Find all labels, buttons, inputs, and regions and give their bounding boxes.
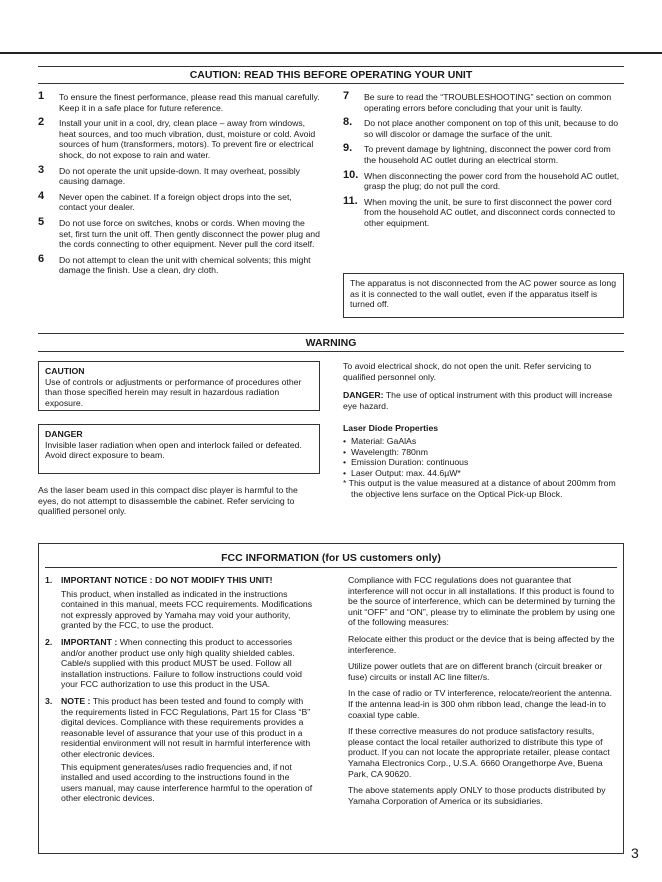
laser-props-list [343,436,624,478]
fcc-item-heading: IMPORTANT : [61,636,118,647]
fcc-paragraph: In the case of radio or TV interference, relocate/reorient the antenna. If the antenna lead-in is 300 ohm ribbon lead, change the lead-in to coaxial type cable. [348,688,613,720]
warning-right-column [343,361,624,500]
item-text: To prevent damage by lightning, disconnect the power cord from the household AC outlet during an electrical storm. [364,144,611,165]
danger-label: DANGER: [343,390,384,401]
item-text: When moving the unit, be sure to first disconnect the power cord from the household AC outlet, and disconnect cords connected to other equipment. [364,196,616,228]
laser-note-text: As the laser beam used in this compact disc player is harmful to the eyes, do not attempt to disassemble the cabinet. Refer servicing to qualified personel only. [38,485,298,517]
fcc-item [45,637,313,690]
caution-item [38,163,320,187]
fcc-item-heading: IMPORTANT NOTICE : DO NOT MODIFY THIS UNIT! [61,575,273,585]
caution-item [38,118,320,160]
caution-bottom-rule [38,83,624,84]
caution-item [343,194,624,229]
caution-box [38,361,320,411]
item-text: Install your unit in a cool, dry, clean place – away from windows, heat sources, and too much vibration, dust, moisture or cold. Avoid sources of hum (transformers, motors). To prevent fire or electrical shock, do not expose to rain and water. [59,118,316,160]
danger-text: The use of optical instrument with this product will increase eye hazard. [343,390,613,411]
caution-item [343,92,624,113]
fcc-item-text2: This equipment generates/uses radio frequencies and, if not installed and used according to the instructions found in the users manual, may cause interference harmful to the operation of other electronic devices. [61,761,313,804]
item-number: 6 [38,252,45,265]
fcc-item-number: 2. [45,636,53,647]
caution-title: CAUTION: READ THIS BEFORE OPERATING YOUR UNIT [189,69,473,81]
caution-right-column [343,92,624,234]
item-number: 3 [38,163,45,176]
danger-box-line1: Invisible laser radiation when open and interlock failed or defeated. [45,439,302,450]
item-text: Do not attempt to clean the unit with chemical solvents; this might damage the finish. Use a clean, dry cloth. [59,254,311,276]
warning-bottom-rule [38,351,624,352]
fcc-item-number: 3. [45,695,53,706]
warning-top-rule [38,333,624,334]
item-text: Do not operate the unit upside-down. It may overheat, possibly causing damage. [59,165,300,187]
page-number: 3 [631,845,639,861]
fcc-title: FCC INFORMATION (for US customers only) [221,552,441,564]
fcc-left-column [45,575,313,810]
item-number: 2 [38,116,45,129]
laser-prop-item: • Laser Output: max. 44.6µW* [343,468,624,479]
fcc-box [38,543,624,854]
laser-prop-item: • Wavelength: 780nm [343,447,624,458]
shock-note: To avoid electrical shock, do not open the unit. Refer servicing to qualified personnel only. [343,361,592,382]
fcc-paragraph: Relocate either this product or the device that is being affected by the interference. [348,633,615,655]
caution-top-rule [38,66,624,67]
item-number: 7 [343,90,350,102]
item-text: To ensure the finest performance, please read this manual carefully. Keep it in a safe place for future reference. [59,92,320,113]
fcc-item-text: This product, when installed as indicated in the instructions contained in this manual, meets FCC requirements. Modifications not expressly approved by Yamaha may void your authority, granted by the FCC, to use the product. [61,588,313,631]
laser-note [38,485,320,517]
danger-box-line2: Avoid direct exposure to beam. [45,450,165,461]
caution-item [343,168,624,192]
caution-box-text: Use of controls or adjustments or performance of procedures other than those specified herein may result in hazardous radiation exposure. [45,376,302,408]
item-number: 9. [343,142,353,155]
fcc-paragraph: Utilize power outlets that are on different branch (circuit breaker or fuse) circuits or install AC line filter/s. [348,661,603,682]
ac-power-notice: The apparatus is not disconnected from the AC power source as long as it is connected to the wall outlet, even if the apparatus itself is turned off. [350,278,617,310]
item-number: 4 [38,189,45,202]
caution-item [343,118,624,139]
fcc-item-text: This product has been tested and found to comply with the requirements listed in FCC Regulations, Part 15 for Class “B” digital devices. Compliance with these requirements provides a reasonable level of assurance that your use of this product in a residential environment will not result in harmful interference with other electronic devices. [61,695,311,759]
item-text: When disconnecting the power cord from the household AC outlet, grasp the plug; do not pull the cord. [364,170,619,192]
item-text: Be sure to read the “TROUBLESHOOTING” section on common operating errors before concluding that your unit is faulty. [364,92,612,113]
item-text: Never open the cabinet. If a foreign object drops into the set, contact your dealer. [59,191,292,213]
item-number: 5 [38,215,45,228]
item-number: 1 [38,90,45,102]
laser-prop-item: • Material: GaAlAs [343,436,624,447]
danger-box-heading: DANGER [45,429,83,439]
ac-power-notice-box [343,273,624,318]
fcc-paragraph: The above statements apply ONLY to those products distributed by Yamaha Corporation of America or its subsidiaries. [348,785,606,806]
item-text: Do not use force on switches, knobs or cords. When moving the set, first turn the unit off. Then gently disconnect the power plug and the cords connecting to other equipment. Never pull the cord itself. [59,217,320,250]
fcc-item-number: 1. [45,575,53,585]
item-number: 11. [343,194,358,207]
laser-props-heading: Laser Diode Properties [343,423,439,434]
danger-note [343,390,624,411]
caution-item [343,144,624,165]
fcc-paragraph: If these corrective measures do not produce satisfactory results, please contact the local retailer authorized to distribute this type of product. If you can not locate the appropriate retailer, please contact Yamaha Electronics Corp., U.S.A. 6660 Orangethorpe Ave, Buena Park, CA 90620. [348,726,610,779]
fcc-item-paragraph [61,696,313,760]
fcc-item [45,696,313,804]
top-rule [0,52,662,54]
item-number: 10. [343,168,359,181]
fcc-item [45,575,313,631]
item-text: Do not place another component on top of this unit, because to do so will discolor or damage the surface of the unit. [364,118,619,139]
caution-item [38,252,320,276]
caution-left-column [38,92,320,281]
item-number: 8. [343,116,353,129]
caution-box-heading: CAUTION [45,366,85,376]
fcc-item-paragraph [61,637,313,690]
fcc-item-heading: NOTE : [61,695,91,706]
fcc-item-text: When connecting this product to accessories and/or another product use only high quality shielded cables. Cable/s supplied with this product MUST be used. Follow all installation instructions. Failure to follow instructions could void your FCC authorization to use this product in the USA. [61,636,302,690]
laser-footnote: * This output is the value measured at a distance of about 200mm from the objective lens surface on the Optical Pick-up Block. [343,478,616,499]
fcc-rule [45,567,617,568]
caution-item [38,189,320,213]
caution-item [38,92,320,113]
fcc-paragraph: Compliance with FCC regulations does not guarantee that interference will not occur in all installations. If this product is found to be the source of interference, which can be determined by turning the unit “OFF” and “ON”, please try to eliminate the problem by using one of the following measures: [348,575,616,628]
warning-title: WARNING [305,337,357,349]
danger-box [38,424,320,474]
caution-item [38,215,320,250]
fcc-right-column [348,575,618,812]
laser-prop-item: • Emission Duration: continuous [343,457,624,468]
